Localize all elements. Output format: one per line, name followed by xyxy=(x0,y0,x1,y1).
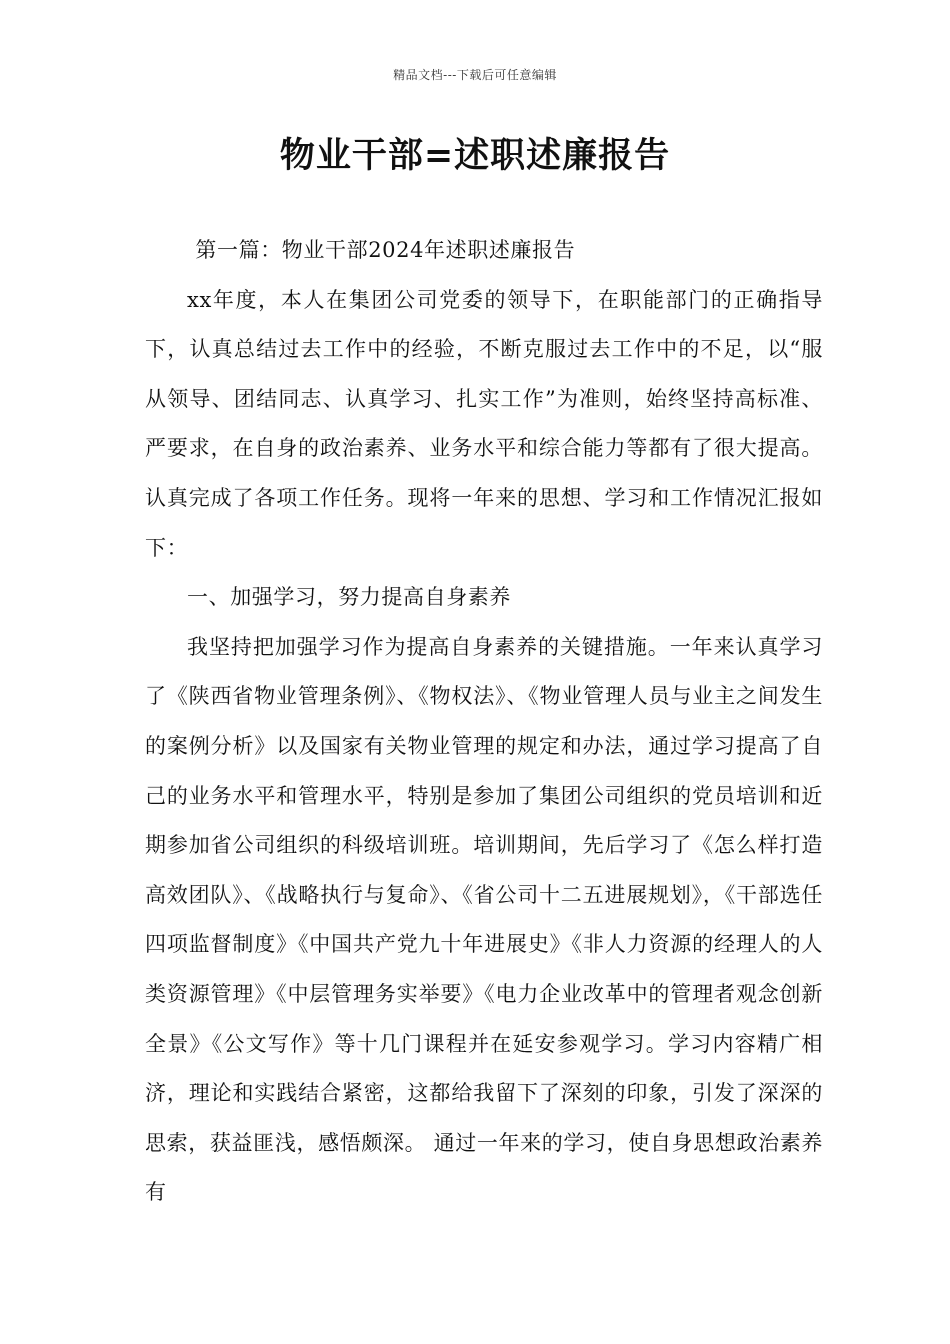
body-paragraph: 我坚持把加强学习作为提高自身素养的关键措施。一年来认真学习了《陕西省物业管理条例》、《物权法》、《物业管理人员与业主之间发生的案例分析》以及国家有关物业管理的规定和办法，通过学习提高了自己的业务水平和管理水平，特别是参加了集团公司组织的党员培训和近期参加省公司组织的科级培训班。培训期间，先后学习了《怎么样打造高效团队》、《战略执行与复命》、《省公司十二五进展规划》，《干部选任四项监督制度》《中国共产党九十年进展史》《非人力资源的经理人的人类资源管理》《中层管理务实举要》《电力企业改革中的管理者观念创新全景》《公文写作》等十几门课程并在延安参观学习。学习内容精广相济，理论和实践结合紧密，这都给我留下了深刻的印象，引发了深深的思索，获益匪浅，感悟颇深。 通过一年来的学习，使自身思想政治素养有 xyxy=(145,634,823,1205)
section-heading: 一、加强学习，努力提高自身素养 xyxy=(187,585,511,610)
document-body xyxy=(145,226,823,1218)
section-heading: 第一篇：物业干部2024年述职述廉报告 xyxy=(195,238,576,262)
header-note: 精品文档---下载后可任意编辑 xyxy=(393,68,557,82)
document-title: 物业干部=述职述廉报告 xyxy=(279,136,671,176)
body-paragraph: xx年度，本人在集团公司党委的领导下，在职能部门的正确指导下，认真总结过去工作中的经验，不断克服过去工作中的不足，以“服从领导、团结同志、认真学习、扎实工作”为准则，始终坚持高标准、严要求，在自身的政治素养、业务水平和综合能力等都有了很大提高。认真完成了各项工作任务。现将一年来的思想、学习和工作情况汇报如下： xyxy=(145,287,823,560)
